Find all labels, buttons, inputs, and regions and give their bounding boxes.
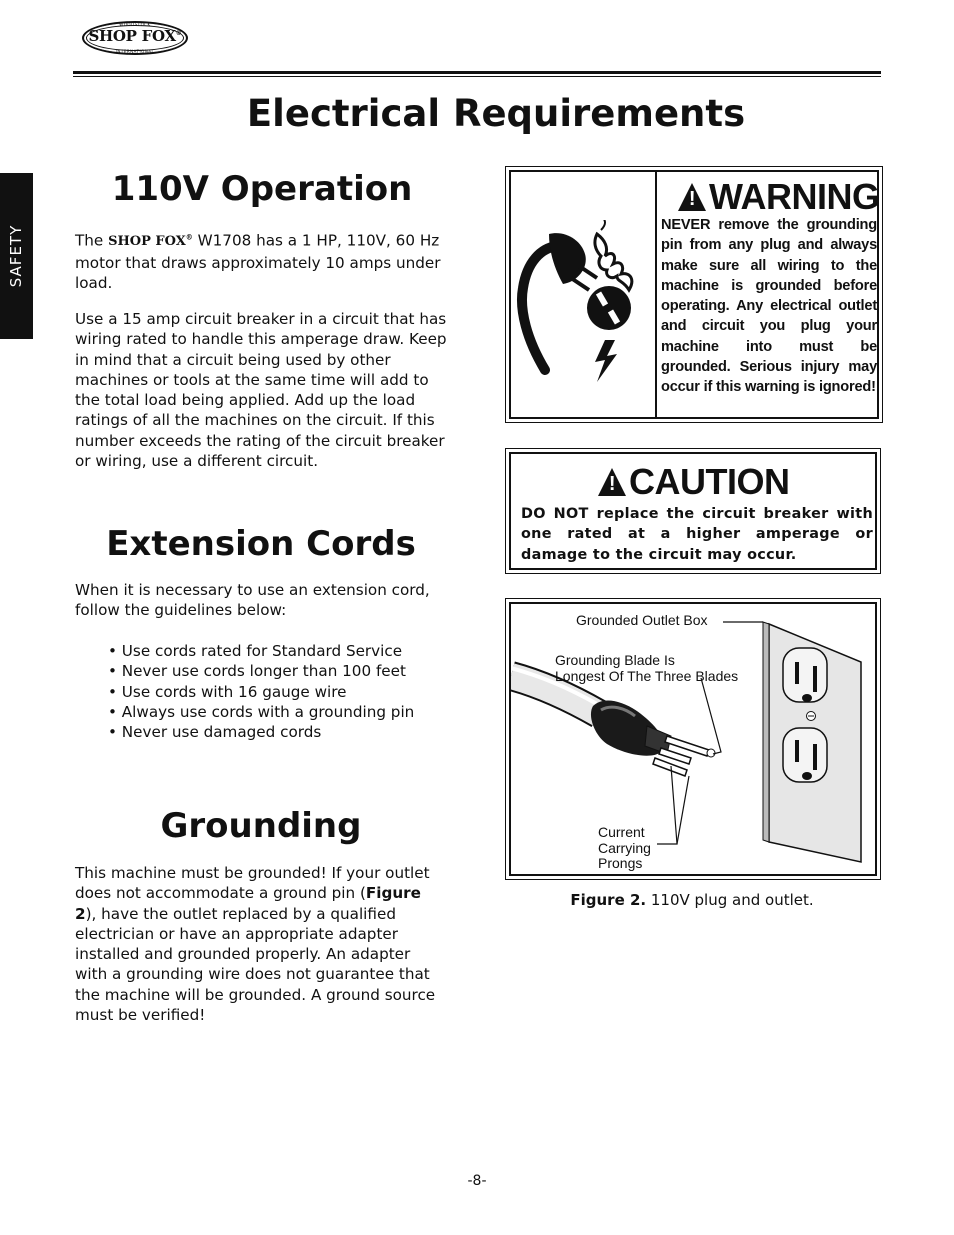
caution-header xyxy=(597,461,790,503)
operation-p1-rest: W1708 has a 1 HP, 110V, 60 Hz motor that draws approximately 10 amps under load. xyxy=(75,231,441,292)
safety-side-tab xyxy=(0,173,33,339)
header-rule xyxy=(73,71,881,74)
caution-exclamation: ! xyxy=(608,473,616,495)
brand-registered: ® xyxy=(185,233,193,242)
shop-fox-logo xyxy=(82,21,188,55)
page-number: -8- xyxy=(467,1173,487,1189)
extension-guidelines-list xyxy=(108,641,414,742)
logo-bottom-text: INTERNATIONAL xyxy=(115,49,155,54)
logo-top-text: WOODSTOCK xyxy=(119,22,151,27)
list-item: • Always use cords with a grounding pin xyxy=(108,702,414,722)
warning-header xyxy=(677,176,880,218)
label-grounded-outlet-box: Grounded Outlet Box xyxy=(576,612,708,628)
section-heading-110v: 110V Operation xyxy=(111,169,413,209)
warning-triangle-icon xyxy=(677,182,707,212)
brand-text: SHOP FOX xyxy=(108,234,186,250)
warning-title: WARNING xyxy=(709,176,880,217)
header-rule-thin xyxy=(73,76,881,77)
caption-text: 110V plug and outlet. xyxy=(646,891,814,909)
operation-paragraph-2: Use a 15 amp circuit breaker in a circuit that has wiring rated to handle this amperage draw. Keep in mind that a circuit being used by other machines or tools at the same time will add to the total load being applied. Add up the load ratings of all the machines on the circuit. If this number exceeds the rating of the circuit breaker or wiring, use a different circuit. xyxy=(75,310,447,471)
caution-triangle-icon xyxy=(597,467,627,497)
logo-text xyxy=(82,27,188,45)
electric-shock-plug-icon xyxy=(513,220,651,390)
plug-and-outlet-illustration xyxy=(511,604,875,874)
list-item: • Use cords rated for Standard Service xyxy=(108,641,414,661)
caution-box xyxy=(505,448,881,574)
section-heading-grounding: Grounding xyxy=(160,806,362,846)
figure-box xyxy=(505,598,881,880)
caution-text: DO NOT replace the circuit breaker with one rated at a higher amperage or damage to the circuit may occur. xyxy=(521,506,873,563)
caption-ref: Figure 2. xyxy=(570,891,647,909)
label-grounding-blade: Grounding Blade Is Longest Of The Three Blades xyxy=(555,652,739,684)
warning-text: NEVER remove the grounding pin from any plug and always make sure all wiring to the machine is grounded before operating. Any electrical outlet and circuit you plug your machine into must be grounded. Serious injury may occur if this warning is ignored! xyxy=(661,217,877,396)
operation-p1-prefix: The xyxy=(75,231,109,250)
grounding-text-b: ), have the outlet replaced by a qualified electrician or have an appropriate adapter installed and grounded properly. An adapter with a grounding wire does not guarantee that the machine will be grounded. A ground source must be verified! xyxy=(75,904,436,1025)
figure-reference: Figure 2 xyxy=(75,884,421,923)
list-item: • Never use damaged cords xyxy=(108,722,414,742)
safety-tab-label: SAFETY xyxy=(7,224,25,288)
section-heading-extension-cords: Extension Cords xyxy=(106,524,416,564)
warning-divider xyxy=(655,172,657,417)
warning-box xyxy=(505,166,883,423)
grounding-text-a: This machine must be grounded! If your outlet does not accommodate a ground pin ( xyxy=(75,864,430,903)
caution-box-inner xyxy=(509,452,877,570)
figure-caption xyxy=(505,891,879,909)
figure-inner xyxy=(509,602,877,876)
brand-name xyxy=(108,234,193,249)
list-item: • Use cords with 16 gauge wire xyxy=(108,682,414,702)
grounding-paragraph xyxy=(75,863,447,1025)
logo-brand: SHOP FOX xyxy=(88,27,176,45)
caution-title: CAUTION xyxy=(629,461,790,502)
warning-box-inner xyxy=(509,170,879,419)
extension-intro: When it is necessary to use an extension cord, follow the guidelines below: xyxy=(75,581,430,620)
logo-registered-mark: ® xyxy=(175,30,182,37)
label-current-carrying-prongs: Current Carrying Prongs xyxy=(598,824,651,871)
operation-paragraph-1 xyxy=(75,228,447,293)
warning-exclamation: ! xyxy=(688,188,696,210)
list-item: • Never use cords longer than 100 feet xyxy=(108,661,414,681)
page-title: Electrical Requirements xyxy=(246,92,746,135)
